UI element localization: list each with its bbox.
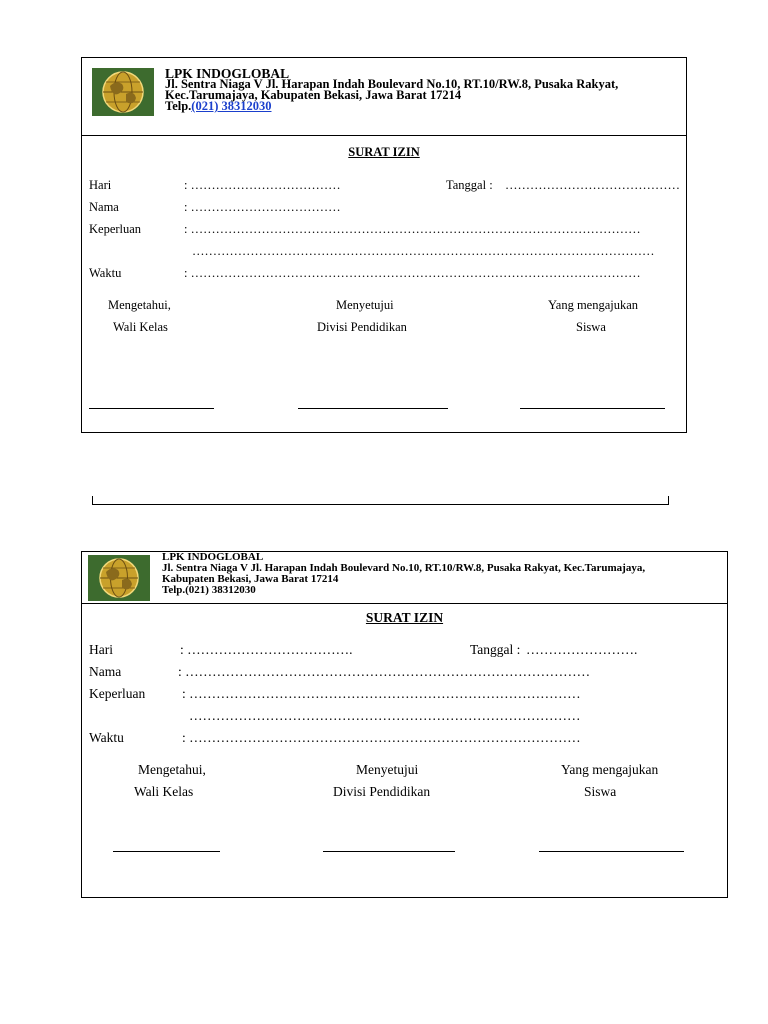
hari-field[interactable]: : ………………………………: [184, 178, 341, 192]
globe-logo-icon: [88, 555, 150, 601]
org-phone-line: [165, 101, 618, 112]
globe-logo-icon: [92, 68, 154, 116]
sig2-role: Menyetujui: [356, 762, 419, 777]
tanggal-field[interactable]: …………………….: [526, 642, 638, 657]
sig1-title: Wali Kelas: [113, 320, 168, 334]
org-name: LPK INDOGLOBAL: [162, 551, 264, 563]
keperluan-field[interactable]: : ……………………………………………………………………………: [182, 686, 581, 701]
sig1-role: Mengetahui,: [138, 762, 206, 777]
org-info: [162, 552, 645, 596]
sig3-title: Siswa: [584, 784, 617, 799]
hari-field[interactable]: : ……………………………….: [180, 642, 353, 657]
signature-line-divisi: [298, 408, 448, 409]
sig3-role: Yang mengajukan: [548, 298, 639, 312]
tanggal-field[interactable]: ……………………………………: [505, 178, 680, 192]
signature-line-wali-kelas: [113, 851, 220, 852]
sig1-role: Mengetahui,: [108, 298, 171, 312]
signature-line-divisi: [323, 851, 455, 852]
globe-logo-svg: [88, 555, 150, 601]
nama-field[interactable]: : ………………………………: [184, 200, 341, 214]
form-title: SURAT IZIN: [365, 610, 444, 625]
org-info: [165, 68, 618, 112]
signature-line-wali-kelas: [89, 408, 214, 409]
nama-label: Nama: [89, 200, 119, 214]
sig3-title: Siswa: [576, 320, 606, 334]
sig3-role: Yang mengajukan: [561, 762, 659, 777]
keperluan-field-line2[interactable]: …………………………………………………………………………………………………: [192, 244, 655, 258]
permit-form-1: [81, 57, 687, 433]
sig2-title: Divisi Pendidikan: [333, 784, 431, 799]
tanggal-label: Tanggal :: [470, 642, 521, 657]
sig1-title: Wali Kelas: [134, 784, 194, 799]
waktu-label: Waktu: [89, 730, 124, 745]
nama-field[interactable]: : ………………………………………………………………………………: [178, 664, 591, 679]
waktu-label: Waktu: [89, 266, 122, 280]
keperluan-label: Keperluan: [89, 222, 142, 236]
org-address-line1: Jl. Sentra Niaga V Jl. Harapan Indah Boulevard No.10, RT.10/RW.8, Pusaka Rakyat, Kec.Tarumajaya,: [162, 562, 646, 574]
sig2-role: Menyetujui: [336, 298, 394, 312]
org-name: LPK INDOGLOBAL: [165, 66, 290, 81]
separator-bracket: [92, 496, 669, 505]
form-title: SURAT IZIN: [348, 145, 420, 159]
waktu-field[interactable]: : ……………………………………………………………………………: [182, 730, 581, 745]
org-phone-line: Telp.(021) 38312030: [162, 584, 256, 596]
hari-label: Hari: [89, 178, 112, 192]
sig2-title: Divisi Pendidikan: [317, 320, 407, 334]
letterhead: [82, 552, 727, 604]
keperluan-label: Keperluan: [89, 686, 146, 701]
org-address-line2: Kabupaten Bekasi, Jawa Barat 17214: [162, 573, 339, 585]
keperluan-field[interactable]: : ………………………………………………………………………………………………: [184, 222, 641, 236]
signature-line-siswa: [520, 408, 665, 409]
nama-label: Nama: [89, 664, 122, 679]
phone-prefix: Telp.: [165, 99, 192, 113]
signature-line-siswa: [539, 851, 684, 852]
tanggal-label: Tanggal :: [446, 178, 493, 192]
org-address-line2: Kec.Tarumajaya, Kabupaten Bekasi, Jawa Barat 17214: [165, 88, 462, 102]
permit-form-2: [81, 551, 728, 898]
waktu-field[interactable]: : ………………………………………………………………………………………………: [184, 266, 641, 280]
org-address-line1: Jl. Sentra Niaga V Jl. Harapan Indah Boulevard No.10, RT.10/RW.8, Pusaka Rakyat,: [165, 77, 619, 91]
keperluan-field-line2[interactable]: ……………………………………………………………………………: [189, 708, 581, 723]
letterhead: [82, 58, 686, 136]
globe-logo-svg: [92, 68, 154, 116]
phone-link[interactable]: (021) 38312030: [191, 99, 272, 113]
hari-label: Hari: [89, 642, 113, 657]
